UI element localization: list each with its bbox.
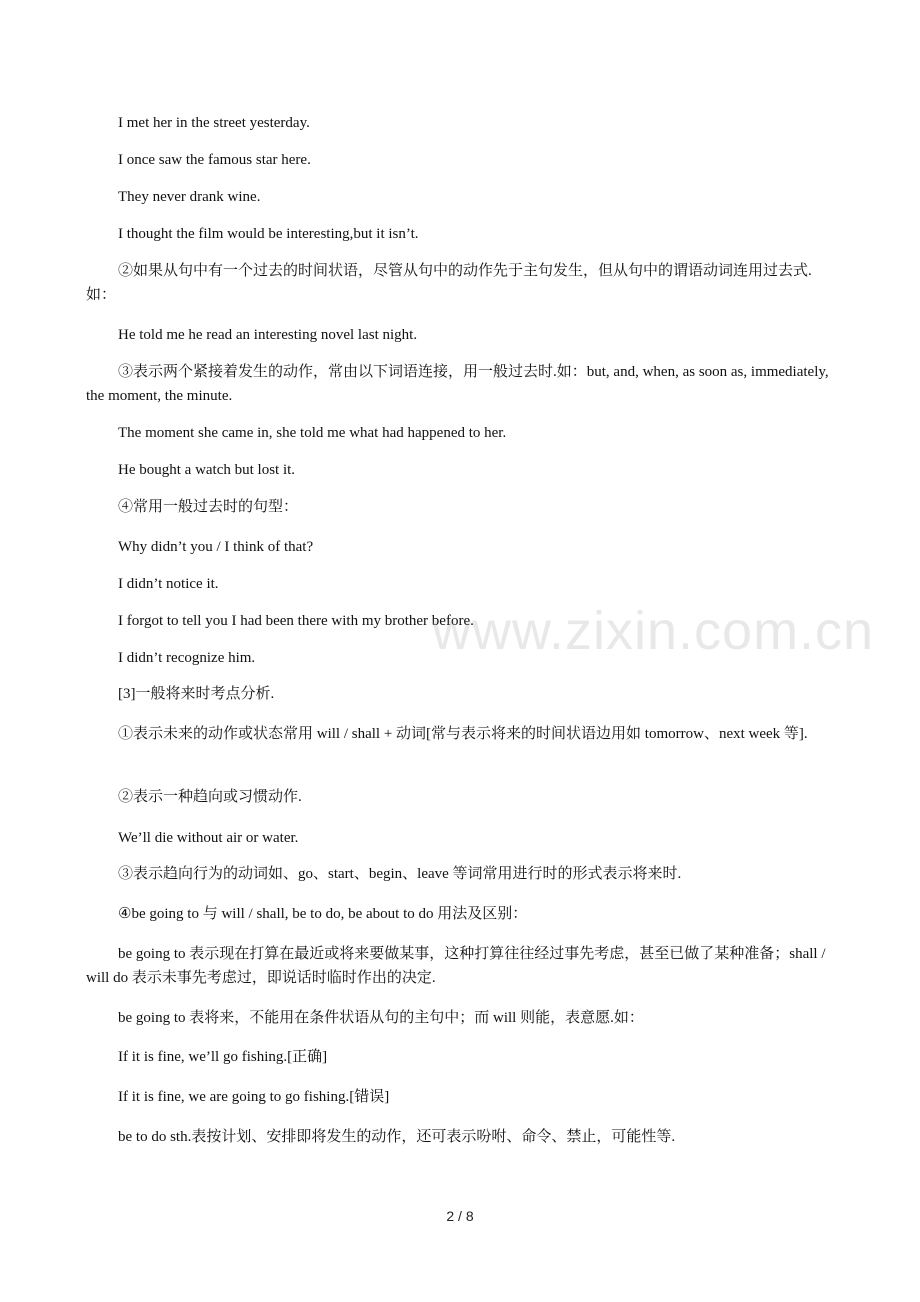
paragraph: He told me he read an interesting novel last night. [118, 327, 418, 343]
paragraph: be going to 表将来，不能用在条件状语从句的主句中；而 will 则能，表意愿.如： [118, 1010, 644, 1026]
paragraph: I forgot to tell you I had been there with my brother before. [118, 613, 474, 629]
paragraph: If it is fine, we’ll go fishing.[正确] [118, 1049, 328, 1065]
watermark: www.zixin.com.cn [432, 601, 875, 661]
paragraph: We’ll die without air or water. [118, 830, 299, 846]
paragraph: I didn’t recognize him. [118, 650, 256, 666]
paragraph: I met her in the street yesterday. [118, 115, 310, 131]
paragraph: ④常用一般过去时的句型： [118, 499, 299, 515]
paragraph: be going to 表示现在打算在最近或将来要做某事，这种打算往往经过事先考虑，甚至已做了某种准备；shall / will do 表示未事先考虑过，即说话时临时作出的决定. [86, 946, 826, 986]
paragraph: ①表示未来的动作或状态常用 will / shall + 动词[常与表示将来的时间状语边用如 tomorrow、next week 等]. [118, 726, 808, 742]
paragraph: I thought the film would be interesting,but it isn’t. [118, 226, 419, 242]
paragraph: They never drank wine. [118, 189, 261, 205]
paragraph: ②如果从句中有一个过去的时间状语，尽管从句中的动作先于主句发生，但从句中的谓语动词连用过去式.如： [86, 263, 812, 303]
paragraph: ③表示两个紧接着发生的动作，常由以下词语连接，用一般过去时.如：but, and, when, as soon as, immediately, the moment, the minute. [86, 364, 829, 404]
paragraph: The moment she came in, she told me what had happened to her. [118, 425, 507, 441]
paragraph: If it is fine, we are going to go fishing.[错误] [118, 1089, 390, 1105]
paragraph: He bought a watch but lost it. [118, 462, 296, 478]
paragraph: ③表示趋向行为的动词如、go、start、begin、leave 等词常用进行时的形式表示将来时. [118, 866, 682, 882]
paragraph: I didn’t notice it. [118, 576, 219, 592]
paragraph: Why didn’t you / I think of that? [118, 539, 314, 555]
paragraph: I once saw the famous star here. [118, 152, 311, 168]
section-heading: [3]一般将来时考点分析. [118, 686, 275, 702]
paragraph: ②表示一种趋向或习惯动作. [118, 789, 302, 805]
paragraph: ④be going to 与 will / shall, be to do, be about to do 用法及区别： [118, 906, 528, 922]
paragraph: be to do sth.表按计划、安排即将发生的动作，还可表示吩咐、命令、禁止，可能性等. [118, 1129, 676, 1145]
page-number: 2 / 8 [446, 1208, 474, 1224]
